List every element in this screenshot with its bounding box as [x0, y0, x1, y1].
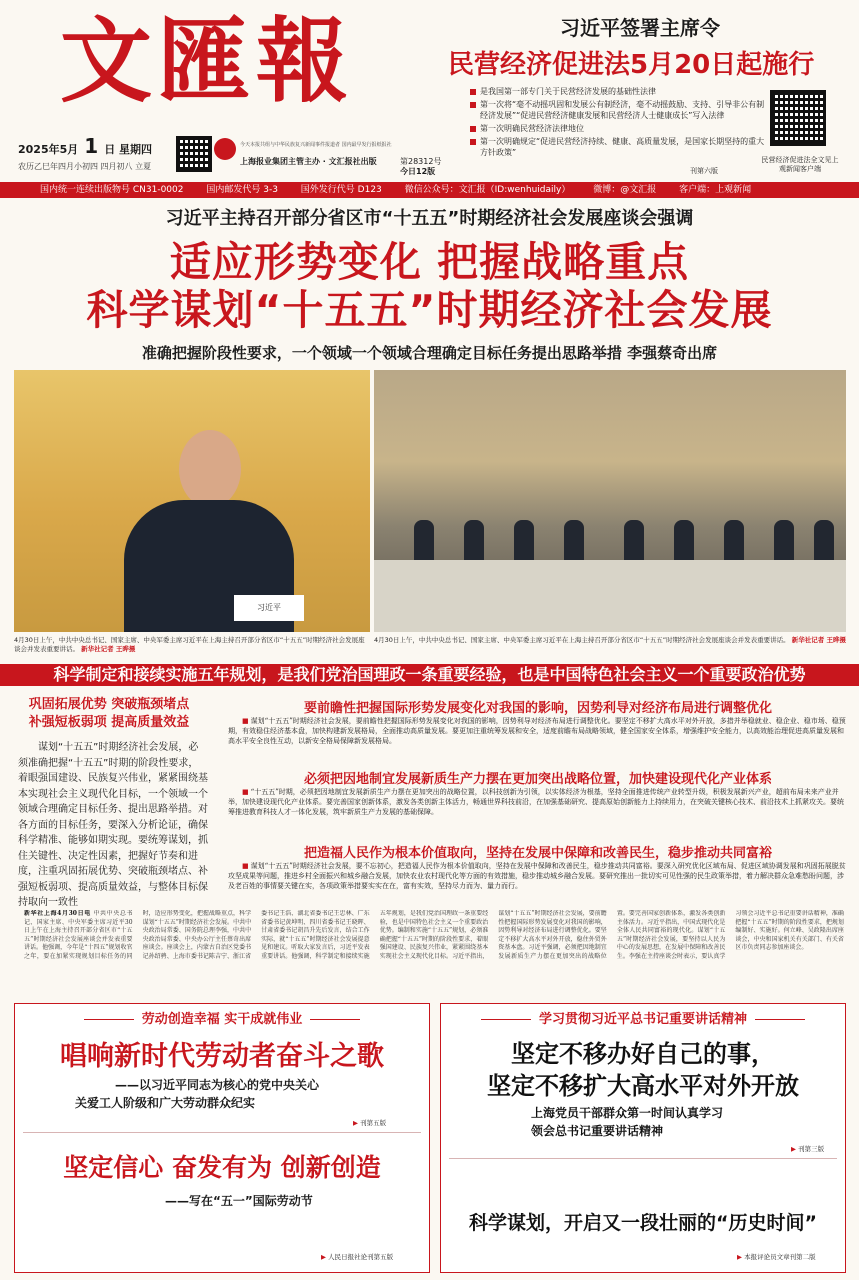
- info-abroad: 国外发行代号 D123: [300, 185, 382, 195]
- labor-ref-2[interactable]: ▶ 人民日报社论刊第五版: [321, 1252, 393, 1261]
- section-text-2: ■ “十五五”时期，必须把因地制宜发展新质生产力摆在更加突出的战略位置，以科技创新为引领，以实体经济为根基，坚持全面推进传统产业转型升级，积极发展新兴产业，超前布局未来产业并举，加快建设现代化产业体系。要完善国家创新体系，激发各类创新主体活力，畅通世界科技前沿，在加强基础研究、提高原始创新能力上持续用力，在突破关键核心技术、前沿技术上抓紧攻关。要统筹推进教育科技人才一体化发展，筑牢新质生产力发展的基础保障。: [228, 787, 848, 837]
- promo-list-item: 第一次明确民营经济法律地位: [470, 123, 770, 134]
- date-weekday: 日 星期四: [104, 143, 153, 156]
- info-wechat: 微信公众号：文汇报（ID:wenhuidaily）: [404, 185, 571, 195]
- lead-headline-1[interactable]: 适应形势变化 把握战略重点: [169, 238, 690, 286]
- date-day: 1: [84, 134, 99, 158]
- info-app: 客户端：上观新闻: [679, 185, 752, 195]
- masthead-qr-code: [176, 136, 212, 172]
- photo-credit-right: 新华社记者 王晔摄: [791, 636, 846, 644]
- photo-caption-left: 4月30日上午，中共中央总书记、国家主席、中央军委主席习近平在上海主持召开部分省区市“十五五”时期经济社会发展座谈会并发表重要讲话。 新华社记者 王晔摄: [14, 636, 365, 653]
- promo-title[interactable]: 民营经济促进法5月20日起施行: [448, 50, 815, 80]
- study-ref-2[interactable]: ▶ 本报评论员文章刊第二版: [737, 1252, 816, 1261]
- dateline: [18, 134, 152, 158]
- group-logo-icon: [214, 138, 236, 160]
- publisher: 上海报业集团主管主办 · 文汇报社出版: [240, 157, 377, 166]
- info-cn: 国内统一连续出版物号 CN31-0002: [40, 185, 184, 195]
- lunar-date: 农历乙巳年四月小初四 四月初八 立夏: [18, 162, 152, 171]
- lead-subdeck: 准确把握阶段性要求，一个领域一个领域合理确定目标任务提出思路举措 李强蔡奇出席: [141, 344, 718, 362]
- section-text-1: ■ 谋划“十五五”时期经济社会发展，要前瞻性把握国际形势发展变化对我国的影响，因势利导对经济布局进行调整优化。要坚定不移扩大高水平对外开放，多措并举稳就业、稳企业、稳市场、稳预期，有效稳住经济基本盘，加快构建新发展格局，全面推动高质量发展。要更加注重统筹发展和安全，适度前瞻布局战略领域，健全国家安全体系，增强维护安全能力，以高效能治理促进高质量发展和高水平安全良性互动，以新安全格局保障新发展格局。: [228, 716, 848, 756]
- left-heading: 巩固拓展优势 突破瓶颈堵点 补强短板弱项 提高质量效益: [28, 697, 190, 730]
- study-box-kicker: 学习贯彻习近平总书记重要讲话精神: [441, 1008, 845, 1027]
- lead-body-text: 中共中央总书记、国家主席、中央军委主席习近平30日上午在上海主持召开部分省区市“十五五”时期经济社会发展座谈会并发表重要讲话。他强调，今年是“十四五”规划收官之年，要在加紧实现规划目标任务的同时，适应形势变化，把握战略重点，科学谋划“十五五”时期经济社会发展。中共中央政治局常委、国务院总理李强，中共中央政治局常委、中央办公厅主任蔡奇出席座谈会。座谈会上，内蒙古自治区党委书记孙绍骋、上海市委书记陈吉宁、浙江省委书记王浩、湖北省委书记王忠林、广东省委书记黄坤明、四川省委书记王晓晖、甘肃省委书记胡昌升先后发言，结合工作实际，就“十五五”时期经济社会发展提意见和建议。听取大家发言后，习近平发表重要讲话。他强调，科学制定和接续实施五年规划，是我们党治国理政一条重要经验，也是中国特色社会主义一个重要政治优势。编制和实施“十五五”规划，必须准确把握“十五五”时期的阶段性要求，着眼强国建设、民族复兴伟业，紧紧围绕基本实现社会主义现代化目标。习近平指出，谋划“十五五”时期经济社会发展，要前瞻性把握国际形势发展变化对我国的影响，因势利导对经济布局进行调整优化。要坚定不移扩大高水平对外开放，稳住外贸外资基本盘。习近平强调，必须把因地制宜发展新质生产力摆在更加突出的战略位置。要完善国家创新体系，激发各类创新主体活力。习近平指出，中国式现代化是全体人民共同富裕的现代化。谋划“十五五”时期经济社会发展，要坚持以人民为中心的发展思想，在发展中保障和改善民生。李强在主持座谈会时表示，要认真学习领会习近平总书记重要讲话精神，准确把握“十五五”时期的阶段性要求，把规划编制好、实施好。何立峰、吴政隆出席座谈会，中央和国家机关有关部门、有关省区市负责同志参加座谈会。: [24, 910, 844, 960]
- labor-sub-1b: 关爱工人阶级和广大劳动群众纪实: [75, 1096, 256, 1110]
- info-bar: [0, 182, 859, 198]
- info-weibo: 微博：@文汇报: [593, 185, 657, 195]
- publisher-note: 今天本报共组与中华民族复兴新闻事件报道者 国内最早发行报纸报社: [240, 142, 392, 148]
- study-box: [440, 1003, 846, 1273]
- labor-title-2[interactable]: 坚定信心 奋发有为 创新创造: [63, 1153, 381, 1182]
- labor-title-1[interactable]: 唱响新时代劳动者奋斗之歌: [60, 1041, 384, 1072]
- study-sub-1a: 上海党员干部群众第一时间认真学习: [531, 1106, 724, 1120]
- photo-credit-left: 新华社记者 王晔摄: [81, 645, 136, 653]
- study-title-2[interactable]: 科学谋划，开启又一段壮丽的“历史时间”: [469, 1212, 817, 1234]
- lead-kicker: 习近平主持召开部分省区市“十五五”时期经济社会发展座谈会强调: [165, 208, 694, 229]
- section-text-3: ■ 谋划“十五五”时期经济社会发展，要不忘初心，把造福人民作为根本价值取向，坚持在发展中保障和改善民生，稳步推动共同富裕。要深入研究优化区域布局、促进区域协调发展和巩固拓展脱贫攻坚成果等问题，推进乡村全面振兴和城乡融合发展，加快农业农村现代化等方面的有效措施，稳步推动城乡融合发展。要研究推出一批切实可见性强的民生政策举措，着力解决群众急难愁盼问题，涉及老百姓的事情要关键在实，各项政策举措要实实在在，富有实效，坚持尽力而为、量力而行。: [228, 861, 848, 901]
- info-post: 国内邮发代号 3-3: [206, 185, 278, 195]
- study-title-1a[interactable]: 坚定不移办好自己的事，: [511, 1040, 775, 1068]
- lead-body-columns: [24, 910, 844, 994]
- lead-photo-right[interactable]: [374, 370, 846, 632]
- promo-list: [470, 86, 770, 160]
- promo-list-item: 是我国第一部专门关于民营经济发展的基础性法律: [470, 86, 770, 97]
- promo-qr-code: [770, 90, 826, 146]
- section-heading-1: 要前瞻性把握国际形势发展变化对我国的影响，因势利导对经济布局进行调整优化: [303, 701, 772, 716]
- news-dateline: 新华社上海4月30日电: [24, 910, 91, 917]
- study-sub-1b: 领会总书记重要讲话精神: [531, 1124, 664, 1138]
- promo-list-item: 第一次将“毫不动摇巩固和发展公有制经济，毫不动摇鼓励、支持、引导非公有制经济发展”“促进民营经济健康发展和民营经济人士健康成长”写入法律: [470, 99, 770, 121]
- labor-sub-2: ——写在“五一”国际劳动节: [165, 1194, 313, 1208]
- red-banner: 科学制定和接续实施五年规划，是我们党治国理政一条重要经验，也是中国特色社会主义一个重要政治优势: [0, 664, 859, 686]
- labor-day-box: [14, 1003, 430, 1273]
- promo-kicker: 习近平签署主席令: [560, 16, 720, 40]
- study-ref-1[interactable]: ▶ 刊第三版: [791, 1144, 824, 1153]
- lead-photo-left[interactable]: [14, 370, 370, 632]
- study-title-1b[interactable]: 坚定不移扩大高水平对外开放: [487, 1072, 799, 1100]
- section-heading-3: 把造福人民作为根本价值取向，坚持在发展中保障和改善民生，稳步推动共同富裕: [303, 846, 772, 861]
- date-month: 2025年5月: [18, 143, 79, 156]
- labor-box-kicker: 劳动创造幸福 实干成就伟业: [15, 1008, 429, 1027]
- meeting-table: [374, 560, 846, 632]
- photo-caption-right: 4月30日上午，中共中央总书记、国家主席、中央军委主席习近平在上海主持召开部分省区市“十五五”时期经济社会发展座谈会并发表重要讲话。 新华社记者 王晔摄: [374, 636, 846, 644]
- left-body: 谋划“十五五”时期经济社会发展，必须准确把握“十五五”时期的阶段性要求，着眼强国建设、民族复兴伟业，紧紧围绕基本实现社会主义现代化目标，一个领域一个领域合理确定目标任务、提出思路举措。对各方面的目标任务，要深入分析论证，确保科学精准、能够如期实现。要统筹谋划，抓住关键性、决定性因素，把握好节奏和进度，注重巩固拓展优势、突破瓶颈堵点、补强短板弱项、提高质量效益，与整体目标保持取向一致性: [18, 742, 208, 908]
- promo-list-item: 第一次明确规定“促进民营经济持续、健康、高质量发展，是国家长期坚持的重大方针政策”: [470, 136, 770, 158]
- promo-page-ref: 刊第六版: [690, 167, 718, 175]
- nameplate: 习近平: [234, 595, 304, 621]
- labor-sub-1a: ——以习近平同志为核心的党中央关心: [115, 1078, 320, 1092]
- lead-headline-2[interactable]: 科学谋划“十五五”时期经济社会发展: [86, 286, 773, 334]
- masthead-logo: 文匯報: [60, 7, 355, 115]
- labor-ref-1[interactable]: ▶ 刊第五版: [353, 1118, 386, 1127]
- issue-number: 第28312号: [400, 157, 442, 166]
- section-heading-2: 必须把因地制宜发展新质生产力摆在更加突出战略位置，加快建设现代化产业体系: [303, 772, 772, 787]
- page-count: 今日12版: [400, 167, 436, 176]
- promo-qr-caption: 民营经济促进法全文见上观新闻客户端: [761, 156, 839, 173]
